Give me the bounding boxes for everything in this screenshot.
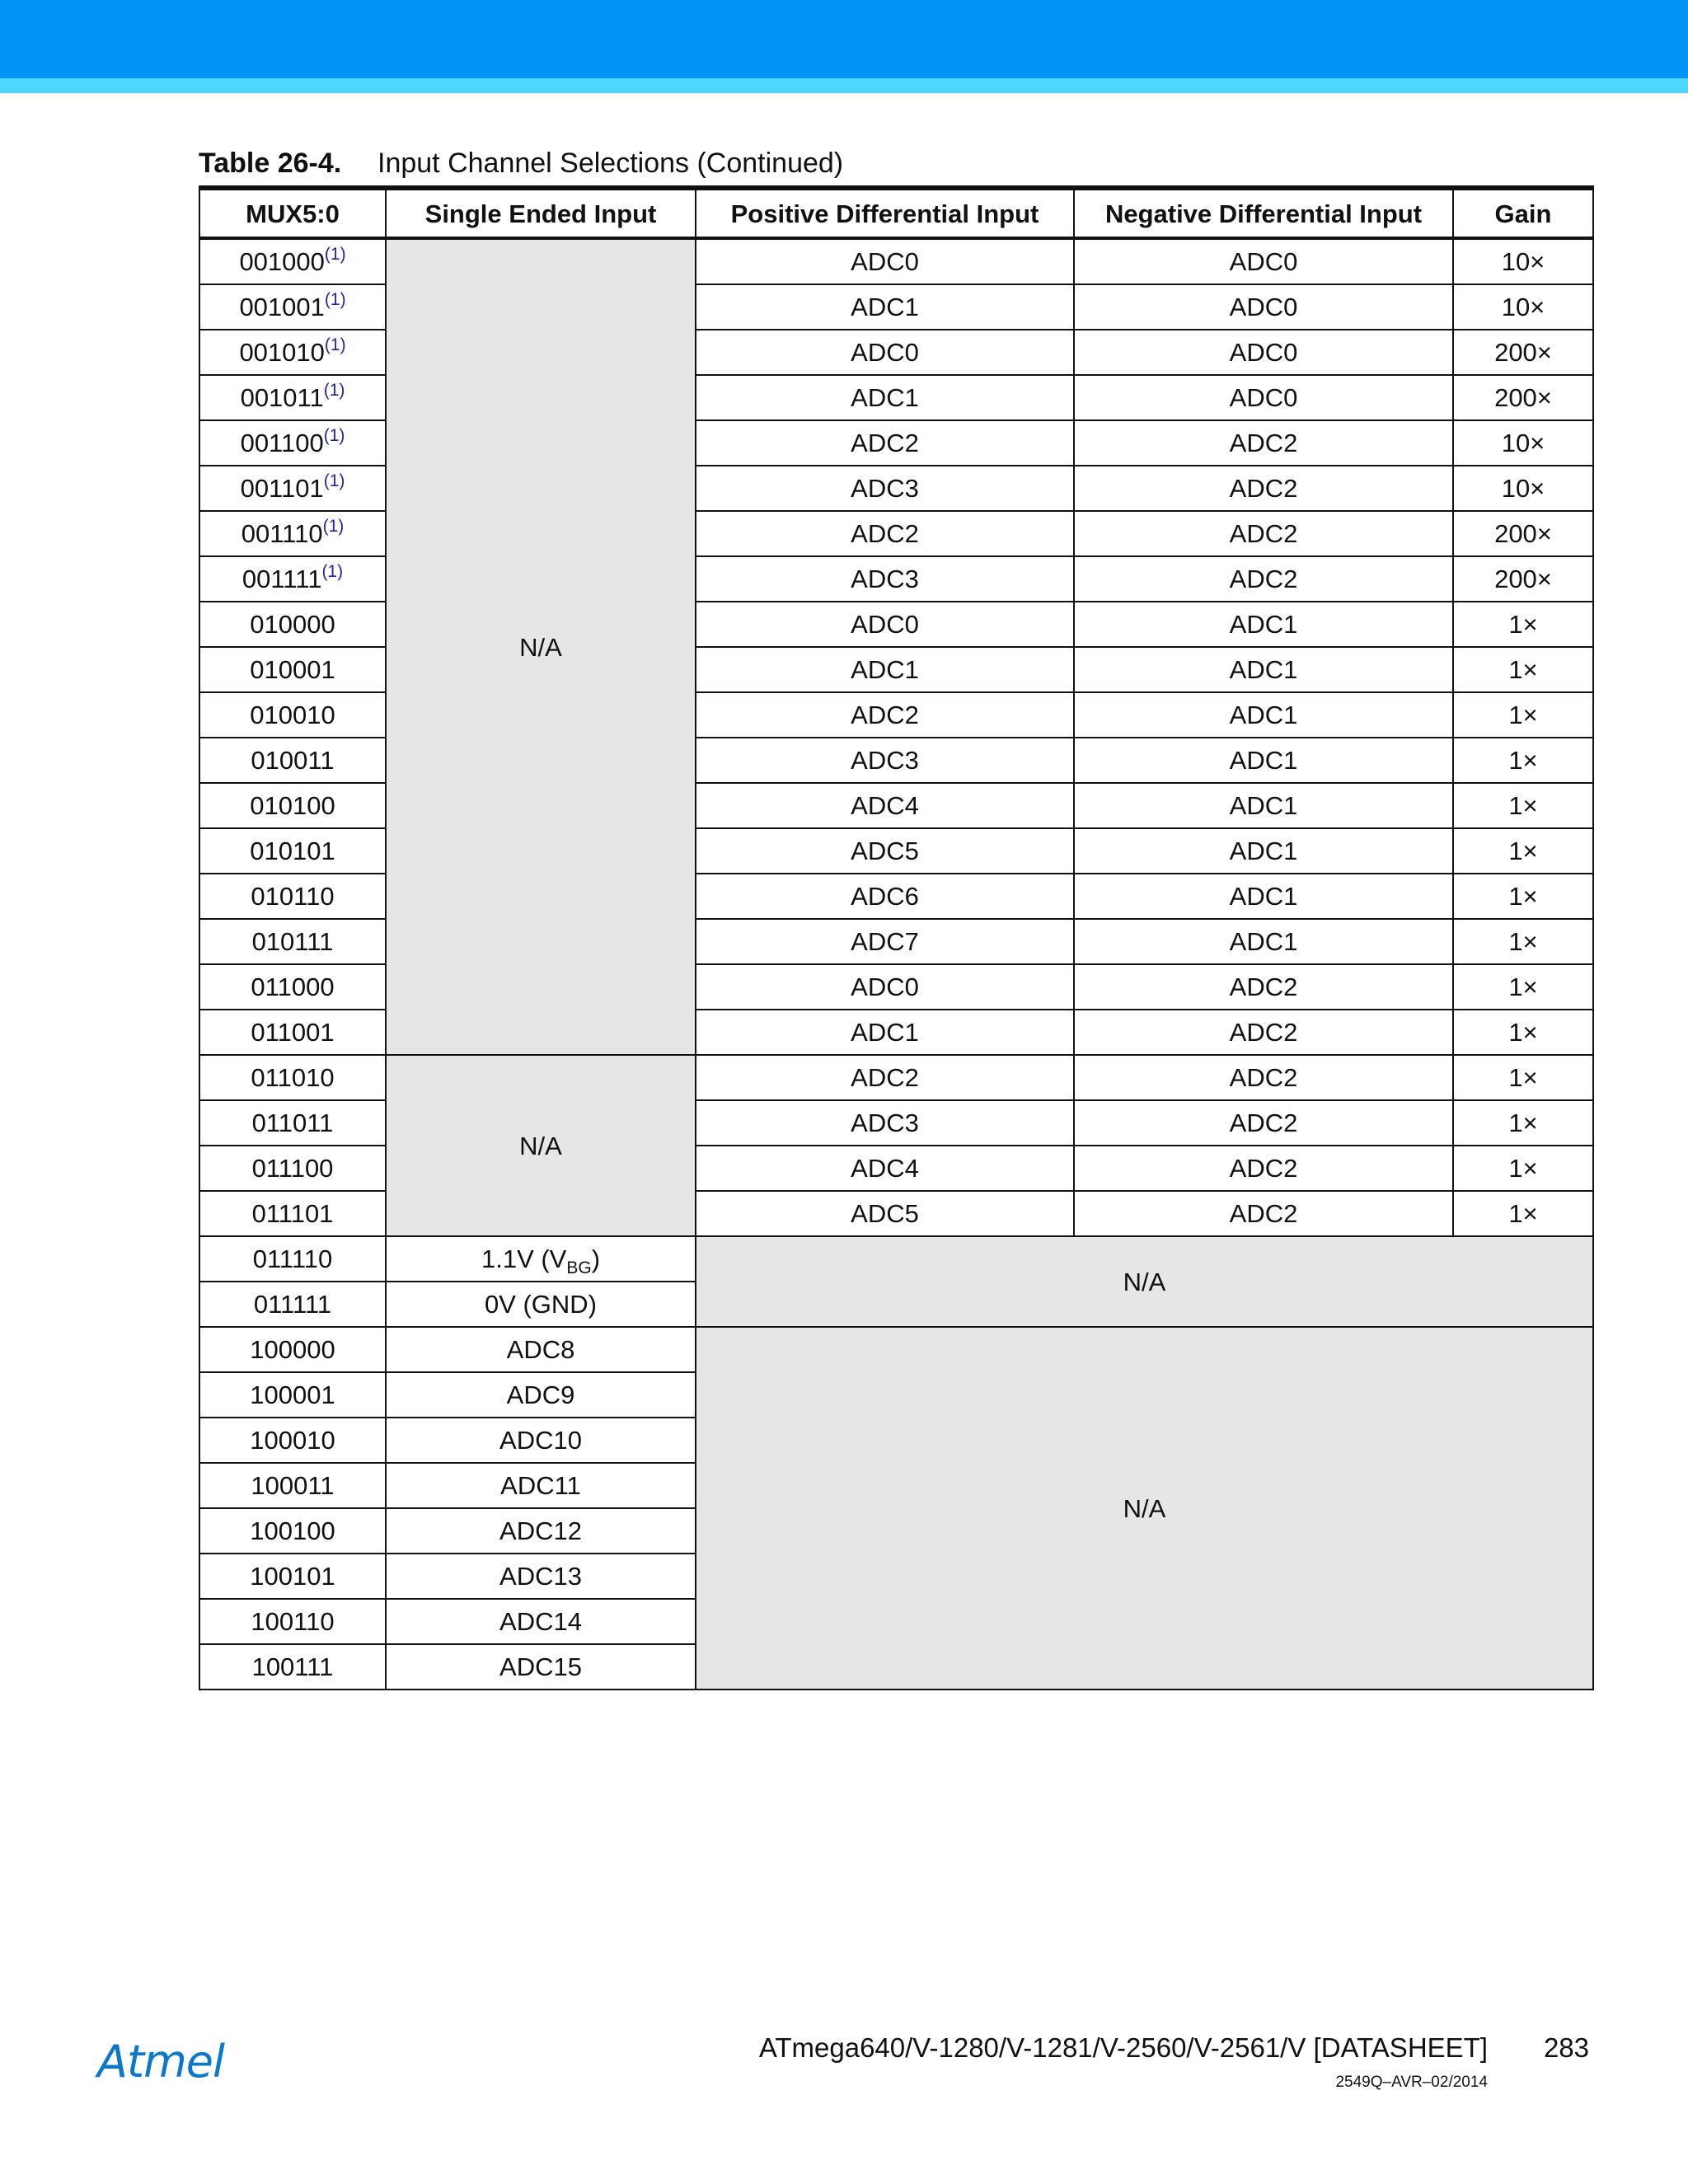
- positive-input-cell: ADC3: [696, 1100, 1074, 1146]
- mux-cell: [199, 1146, 386, 1191]
- header-stripe: [0, 78, 1688, 93]
- gain-cell: 1×: [1453, 874, 1593, 919]
- positive-input-cell: ADC1: [696, 1010, 1074, 1055]
- mux-cell: [199, 919, 386, 964]
- table-header-row: [199, 188, 1593, 238]
- header-mux: MUX5:0: [199, 188, 386, 238]
- negative-input-cell: ADC1: [1074, 874, 1453, 919]
- positive-input-cell: ADC3: [696, 738, 1074, 783]
- mux-value: 010011: [251, 746, 335, 775]
- gain-cell: 1×: [1453, 1055, 1593, 1100]
- differential-na-cell: N/A: [696, 1327, 1593, 1690]
- table-row: [199, 1055, 1593, 1100]
- mux-cell: 100110: [199, 1599, 386, 1644]
- mux-cell: [199, 466, 386, 511]
- gain-cell: 1×: [1453, 919, 1593, 964]
- mux-value: 010100: [250, 791, 335, 820]
- positive-input-cell: ADC0: [696, 602, 1074, 647]
- gain-cell: 1×: [1453, 692, 1593, 738]
- negative-input-cell: ADC2: [1074, 1010, 1453, 1055]
- positive-input-cell: ADC0: [696, 238, 1074, 284]
- negative-input-cell: ADC2: [1074, 466, 1453, 511]
- mux-cell: 100000: [199, 1327, 386, 1372]
- footnote-marker: (1): [324, 335, 346, 354]
- positive-input-cell: ADC2: [696, 511, 1074, 556]
- single-ended-cell: [386, 1236, 696, 1282]
- single-ended-cell: ADC10: [386, 1418, 696, 1463]
- positive-input-cell: ADC1: [696, 375, 1074, 420]
- mux-cell: 011111: [199, 1282, 386, 1327]
- gain-cell: 1×: [1453, 1010, 1593, 1055]
- footnote-marker: (1): [323, 471, 345, 490]
- mux-value: 001110: [241, 519, 323, 548]
- gain-cell: 1×: [1453, 783, 1593, 828]
- footnote-marker: (1): [324, 245, 346, 264]
- gain-cell: 10×: [1453, 238, 1593, 284]
- input-channel-table: [199, 185, 1594, 1690]
- mux-cell: 100101: [199, 1554, 386, 1599]
- negative-input-cell: ADC1: [1074, 738, 1453, 783]
- footnote-marker: (1): [321, 562, 344, 581]
- mux-cell: 100001: [199, 1372, 386, 1418]
- positive-input-cell: ADC0: [696, 964, 1074, 1010]
- mux-value: 011011: [251, 1108, 334, 1137]
- negative-input-cell: ADC2: [1074, 1191, 1453, 1236]
- single-ended-na-cell: N/A: [386, 1055, 696, 1236]
- mux-cell: [199, 738, 386, 783]
- vbg-suffix: ): [591, 1244, 601, 1273]
- single-ended-cell: 0V (GND): [386, 1282, 696, 1327]
- positive-input-cell: ADC4: [696, 1146, 1074, 1191]
- positive-input-cell: ADC5: [696, 828, 1074, 874]
- mux-cell: 100011: [199, 1463, 386, 1508]
- mux-cell: [199, 692, 386, 738]
- mux-value: 001000: [239, 247, 325, 276]
- page-number: 283: [1543, 2032, 1589, 2063]
- negative-input-cell: ADC2: [1074, 1146, 1453, 1191]
- header-gain: Gain: [1453, 188, 1593, 238]
- positive-input-cell: ADC3: [696, 556, 1074, 602]
- mux-cell: [199, 375, 386, 420]
- atmel-logo: Atmel: [97, 2036, 224, 2088]
- mux-cell: [199, 783, 386, 828]
- mux-cell: [199, 556, 386, 602]
- mux-value: 001111: [241, 565, 322, 593]
- header-negative-differential: Negative Differential Input: [1074, 188, 1453, 238]
- negative-input-cell: ADC1: [1074, 692, 1453, 738]
- negative-input-cell: ADC1: [1074, 919, 1453, 964]
- mux-cell: [199, 330, 386, 375]
- mux-cell: [199, 284, 386, 330]
- gain-cell: 1×: [1453, 1100, 1593, 1146]
- mux-cell: [199, 1010, 386, 1055]
- mux-cell: 100010: [199, 1418, 386, 1463]
- negative-input-cell: ADC2: [1074, 1100, 1453, 1146]
- single-ended-cell: ADC12: [386, 1508, 696, 1554]
- positive-input-cell: ADC2: [696, 1055, 1074, 1100]
- mux-value: 010101: [250, 837, 335, 865]
- table-row: [199, 1236, 1593, 1282]
- footnote-marker: (1): [323, 381, 345, 400]
- gain-cell: 1×: [1453, 1191, 1593, 1236]
- mux-cell: [199, 238, 386, 284]
- single-ended-cell: ADC14: [386, 1599, 696, 1644]
- negative-input-cell: ADC0: [1074, 375, 1453, 420]
- single-ended-cell: ADC15: [386, 1644, 696, 1690]
- positive-input-cell: ADC4: [696, 783, 1074, 828]
- gain-cell: 200×: [1453, 375, 1593, 420]
- negative-input-cell: ADC2: [1074, 1055, 1453, 1100]
- mux-value: 001001: [239, 293, 325, 321]
- gain-cell: 10×: [1453, 284, 1593, 330]
- gain-cell: 1×: [1453, 602, 1593, 647]
- gain-cell: 200×: [1453, 330, 1593, 375]
- gain-cell: 200×: [1453, 556, 1593, 602]
- mux-cell: [199, 647, 386, 692]
- table-caption: [199, 145, 843, 181]
- mux-value: 011000: [251, 972, 335, 1001]
- mux-cell: [199, 1055, 386, 1100]
- mux-value: 011001: [251, 1018, 335, 1047]
- mux-cell: [199, 828, 386, 874]
- vbg-subscript: BG: [566, 1258, 592, 1277]
- footnote-marker: (1): [324, 290, 346, 309]
- mux-cell: [199, 602, 386, 647]
- mux-value: 001010: [239, 338, 325, 367]
- mux-cell: 011110: [199, 1236, 386, 1282]
- mux-value: 011100: [251, 1154, 334, 1183]
- differential-na-cell: N/A: [696, 1236, 1593, 1327]
- negative-input-cell: ADC2: [1074, 511, 1453, 556]
- gain-cell: 10×: [1453, 466, 1593, 511]
- table-row: [199, 1327, 1593, 1372]
- positive-input-cell: ADC1: [696, 647, 1074, 692]
- mux-cell: [199, 964, 386, 1010]
- negative-input-cell: ADC2: [1074, 964, 1453, 1010]
- footnote-marker: (1): [322, 517, 345, 536]
- mux-cell: [199, 420, 386, 466]
- negative-input-cell: ADC1: [1074, 828, 1453, 874]
- mux-value: 010110: [251, 882, 335, 911]
- negative-input-cell: ADC2: [1074, 556, 1453, 602]
- mux-cell: [199, 511, 386, 556]
- mux-value: 001101: [240, 474, 324, 503]
- positive-input-cell: ADC6: [696, 874, 1074, 919]
- mux-value: 001100: [240, 429, 324, 457]
- negative-input-cell: ADC1: [1074, 783, 1453, 828]
- document-revision: 2549Q–AVR–02/2014: [1335, 2074, 1488, 2091]
- table-number: Table 26-4.: [199, 148, 342, 179]
- gain-cell: 1×: [1453, 647, 1593, 692]
- mux-value: 010010: [250, 701, 335, 729]
- gain-cell: 10×: [1453, 420, 1593, 466]
- mux-value: 011101: [251, 1199, 334, 1228]
- table-title: Input Channel Selections (Continued): [377, 148, 844, 179]
- single-ended-cell: ADC8: [386, 1327, 696, 1372]
- negative-input-cell: ADC1: [1074, 647, 1453, 692]
- mux-value: 010111: [251, 927, 334, 956]
- negative-input-cell: ADC2: [1074, 420, 1453, 466]
- gain-cell: 1×: [1453, 738, 1593, 783]
- mux-value: 011010: [251, 1063, 335, 1092]
- gain-cell: 200×: [1453, 511, 1593, 556]
- negative-input-cell: ADC0: [1074, 330, 1453, 375]
- single-ended-cell: ADC11: [386, 1463, 696, 1508]
- mux-value: 010000: [250, 610, 335, 639]
- table-row: [199, 238, 1593, 284]
- mux-value: 010001: [250, 655, 335, 684]
- header-banner: [0, 0, 1688, 78]
- mux-cell: [199, 874, 386, 919]
- positive-input-cell: ADC2: [696, 420, 1074, 466]
- mux-cell: [199, 1100, 386, 1146]
- mux-cell: [199, 1191, 386, 1236]
- header-single-ended: Single Ended Input: [386, 188, 696, 238]
- vbg-prefix: 1.1V (V: [481, 1244, 567, 1273]
- single-ended-cell: ADC9: [386, 1372, 696, 1418]
- gain-cell: 1×: [1453, 1146, 1593, 1191]
- positive-input-cell: ADC3: [696, 466, 1074, 511]
- gain-cell: 1×: [1453, 964, 1593, 1010]
- gain-cell: 1×: [1453, 828, 1593, 874]
- positive-input-cell: ADC0: [696, 330, 1074, 375]
- positive-input-cell: ADC5: [696, 1191, 1074, 1236]
- negative-input-cell: ADC0: [1074, 284, 1453, 330]
- mux-cell: 100111: [199, 1644, 386, 1690]
- negative-input-cell: ADC0: [1074, 238, 1453, 284]
- positive-input-cell: ADC1: [696, 284, 1074, 330]
- negative-input-cell: ADC1: [1074, 602, 1453, 647]
- single-ended-cell: ADC13: [386, 1554, 696, 1599]
- mux-cell: 100100: [199, 1508, 386, 1554]
- positive-input-cell: ADC7: [696, 919, 1074, 964]
- document-title: ATmega640/V-1280/V-1281/V-2560/V-2561/V [DATASHEET]: [758, 2032, 1488, 2063]
- single-ended-na-cell: N/A: [386, 238, 696, 1055]
- positive-input-cell: ADC2: [696, 692, 1074, 738]
- header-positive-differential: Positive Differential Input: [696, 188, 1074, 238]
- mux-value: 001011: [240, 383, 324, 412]
- footnote-marker: (1): [323, 426, 345, 445]
